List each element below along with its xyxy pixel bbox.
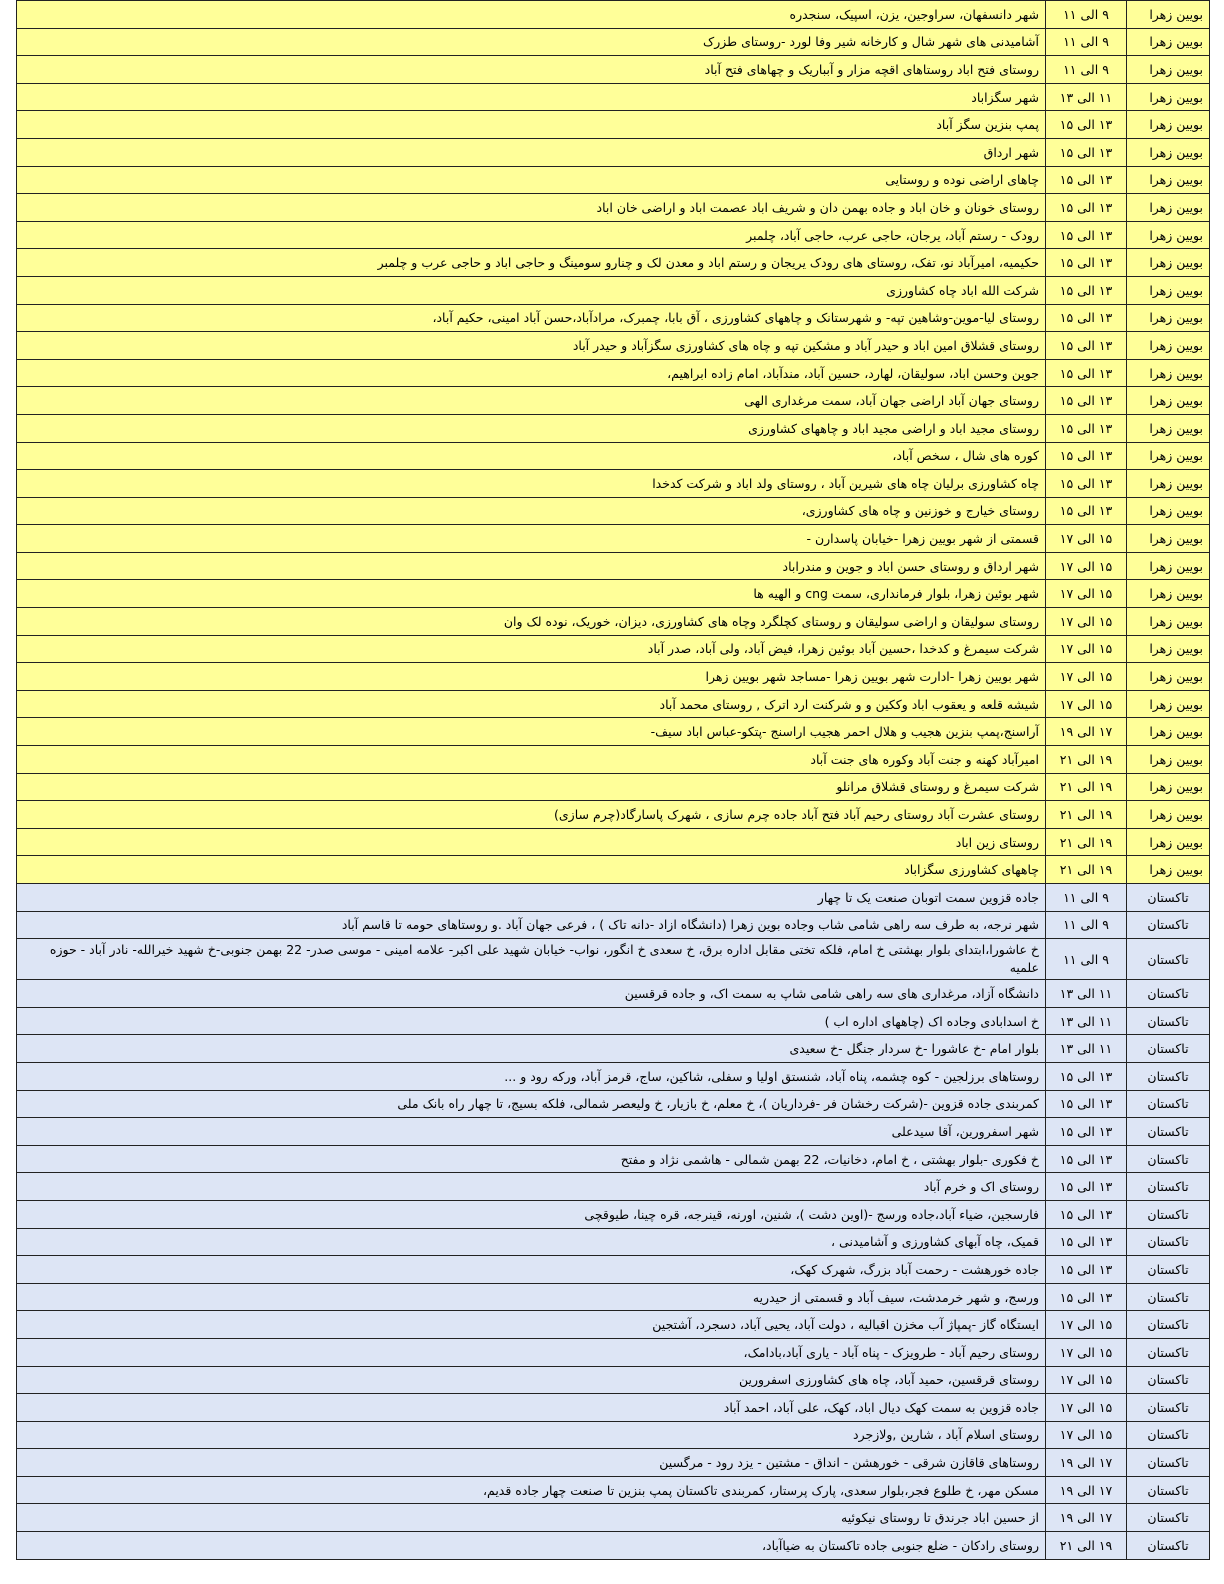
areas-cell: خ اسدابادی وجاده اک (چاههای اداره اب ): [17, 1007, 1046, 1035]
table-row: [17, 773, 1210, 801]
table-row: [17, 83, 1210, 111]
table-row: [17, 801, 1210, 829]
areas-cell: قسمتی از شهر بویین زهرا -خیابان پاسدارن -: [17, 525, 1046, 553]
time-cell: ۹ الی ۱۱: [1046, 28, 1127, 56]
areas-cell: روستای اسلام آباد ، شارین ,ولازجرد: [17, 1421, 1046, 1449]
time-cell: ۱۳ الی ۱۵: [1046, 166, 1127, 194]
time-cell: ۱۳ الی ۱۵: [1046, 387, 1127, 415]
table-row: [17, 497, 1210, 525]
time-cell: ۱۳ الی ۱۵: [1046, 1173, 1127, 1201]
areas-cell: روستای لیا-موین-وشاهین تپه- و شهرستانک و چاههای کشاورزی ، آق بابا، چمبرک، مرادآباد،حسن آباد امینی، حکیم آباد،: [17, 304, 1046, 332]
areas-cell: شهر اسفرورین، آقا سیدعلی: [17, 1118, 1046, 1146]
time-cell: ۹ الی ۱۱: [1046, 911, 1127, 939]
region-cell: تاکستان: [1127, 1118, 1210, 1146]
region-cell: بویین زهرا: [1127, 801, 1210, 829]
region-cell: تاکستان: [1127, 980, 1210, 1008]
region-cell: تاکستان: [1127, 1504, 1210, 1532]
areas-cell: روستای قرقسین، حمید آباد، چاه های کشاورزی اسفرورین: [17, 1366, 1046, 1394]
table-row: [17, 1366, 1210, 1394]
time-cell: ۱۵ الی ۱۷: [1046, 580, 1127, 608]
table-row: [17, 1504, 1210, 1532]
region-cell: بویین زهرا: [1127, 56, 1210, 84]
areas-cell: شرکت سیمرغ و کدخدا ،حسین آباد بوئین زهرا، فیض آباد، ولی آباد، صدر آباد: [17, 635, 1046, 663]
areas-cell: کوره های شال ، سخص آباد،: [17, 442, 1046, 470]
areas-cell: شهر بویین زهرا -ادارت شهر بویین زهرا -مساجد شهر بویین زهرا: [17, 663, 1046, 691]
time-cell: ۱۳ الی ۱۵: [1046, 249, 1127, 277]
table-row: [17, 1532, 1210, 1560]
region-cell: بویین زهرا: [1127, 663, 1210, 691]
region-cell: بویین زهرا: [1127, 83, 1210, 111]
table-row: [17, 1421, 1210, 1449]
table-row: [17, 718, 1210, 746]
region-cell: تاکستان: [1127, 1283, 1210, 1311]
areas-cell: جاده قزوین سمت اتوبان صنعت یک تا چهار: [17, 884, 1046, 912]
time-cell: ۱۵ الی ۱۷: [1046, 1394, 1127, 1422]
region-cell: بویین زهرا: [1127, 221, 1210, 249]
areas-cell: ایستگاه گاز -پمپاژ آب مخزن اقبالیه ، دولت آباد، یحیی آباد، دسجرد، آشتجین: [17, 1311, 1046, 1339]
table-row: [17, 828, 1210, 856]
time-cell: ۱۹ الی ۲۱: [1046, 746, 1127, 774]
region-cell: بویین زهرا: [1127, 470, 1210, 498]
time-cell: ۱۳ الی ۱۵: [1046, 1062, 1127, 1090]
region-cell: بویین زهرا: [1127, 332, 1210, 360]
time-cell: ۹ الی ۱۱: [1046, 1, 1127, 29]
region-cell: تاکستان: [1127, 1421, 1210, 1449]
time-cell: ۱۳ الی ۱۵: [1046, 497, 1127, 525]
table-row: [17, 1062, 1210, 1090]
region-cell: تاکستان: [1127, 1476, 1210, 1504]
time-cell: ۱۵ الی ۱۷: [1046, 663, 1127, 691]
region-cell: بویین زهرا: [1127, 1, 1210, 29]
region-cell: بویین زهرا: [1127, 359, 1210, 387]
time-cell: ۱۱ الی ۱۳: [1046, 1035, 1127, 1063]
time-cell: ۱۵ الی ۱۷: [1046, 1421, 1127, 1449]
time-cell: ۱۱ الی ۱۳: [1046, 83, 1127, 111]
region-cell: تاکستان: [1127, 1007, 1210, 1035]
table-row: [17, 939, 1210, 980]
table-row: [17, 1007, 1210, 1035]
areas-cell: شرکت الله اباد چاه کشاورزی: [17, 276, 1046, 304]
areas-cell: جاده قزوین به سمت کهک دیال اباد، کهک، علی آباد، احمد آباد: [17, 1394, 1046, 1422]
region-cell: تاکستان: [1127, 1173, 1210, 1201]
table-row: [17, 1118, 1210, 1146]
time-cell: ۱۳ الی ۱۵: [1046, 1283, 1127, 1311]
region-cell: بویین زهرا: [1127, 28, 1210, 56]
table-row: [17, 442, 1210, 470]
table-row: [17, 194, 1210, 222]
region-cell: بویین زهرا: [1127, 166, 1210, 194]
region-cell: تاکستان: [1127, 1256, 1210, 1284]
areas-cell: خ عاشورا،ابتدای بلوار بهشتی خ امام، فلکه تختی مقابل اداره برق، خ سعدی خ انگور، نواب- خیابان شهید علی اکبر- علامه امینی - موسی صدر- 22 بهمن جنوبی-خ شهید خیرالله- نادر آباد - حوزه علمیه: [17, 939, 1046, 980]
areas-cell: روستای اک و خرم آباد: [17, 1173, 1046, 1201]
table-row: [17, 856, 1210, 884]
region-cell: بویین زهرا: [1127, 194, 1210, 222]
areas-cell: روستای خیارج و خوزنین و چاه های کشاورزی،: [17, 497, 1046, 525]
time-cell: ۱۳ الی ۱۵: [1046, 332, 1127, 360]
time-cell: ۱۵ الی ۱۷: [1046, 552, 1127, 580]
table-row: [17, 1449, 1210, 1477]
region-cell: بویین زهرا: [1127, 442, 1210, 470]
areas-cell: روستاهای برزلجین - کوه چشمه، پناه آباد، شنستق اولیا و سفلی، شاکین، ساج، قرمز آباد، ورکه رود و ...: [17, 1062, 1046, 1090]
region-cell: تاکستان: [1127, 1200, 1210, 1228]
areas-cell: روستای رحیم آباد - طرویزک - پناه آباد - یاری آباد،بادامک،: [17, 1338, 1046, 1366]
region-cell: تاکستان: [1127, 1145, 1210, 1173]
areas-cell: جاده خورهشت - رحمت آباد بزرگ، شهرک کهک،: [17, 1256, 1046, 1284]
time-cell: ۱۷ الی ۱۹: [1046, 1504, 1127, 1532]
table-row: [17, 1, 1210, 29]
region-cell: بویین زهرا: [1127, 552, 1210, 580]
time-cell: ۱۵ الی ۱۷: [1046, 1311, 1127, 1339]
region-cell: تاکستان: [1127, 1035, 1210, 1063]
areas-cell: چاههای کشاورزی سگزاباد: [17, 856, 1046, 884]
areas-cell: رودک - رستم آباد، یرجان، حاجی عرب، حاجی آباد، چلمبر: [17, 221, 1046, 249]
region-cell: تاکستان: [1127, 1228, 1210, 1256]
time-cell: ۱۹ الی ۲۱: [1046, 773, 1127, 801]
areas-cell: روستای جهان آباد اراضی جهان آباد، سمت مرغداری الهی: [17, 387, 1046, 415]
areas-cell: شهر سگزاباد: [17, 83, 1046, 111]
table-row: [17, 111, 1210, 139]
region-cell: تاکستان: [1127, 1090, 1210, 1118]
time-cell: ۱۷ الی ۱۹: [1046, 1476, 1127, 1504]
outage-schedule-table: [16, 0, 1210, 1560]
areas-cell: مسکن مهر، خ طلوع فجر،بلوار سعدی، پارک پرستار، کمربندی تاکستان پمپ بنزین تا صنعت چهار جاده قدیم،: [17, 1476, 1046, 1504]
areas-cell: شهر ارداق و روستای حسن اباد و جوین و مندراباد: [17, 552, 1046, 580]
table-row: [17, 1228, 1210, 1256]
table-body: [17, 1, 1210, 1560]
region-cell: بویین زهرا: [1127, 138, 1210, 166]
areas-cell: آشامیدنی های شهر شال و کارخانه شیر وفا لورد -روستای طزرک: [17, 28, 1046, 56]
areas-cell: شهر ارداق: [17, 138, 1046, 166]
areas-cell: ورسج، و شهر خرمدشت، سیف آباد و قسمتی از حیدریه: [17, 1283, 1046, 1311]
areas-cell: پمپ بنزین سگز آباد: [17, 111, 1046, 139]
region-cell: بویین زهرا: [1127, 387, 1210, 415]
areas-cell: روستای مجید اباد و اراضی مجید اباد و چاههای کشاورزی: [17, 414, 1046, 442]
areas-cell: کمربندی جاده قزوین -(شرکت رخشان فر -فرداریان )، خ معلم، خ بازیار، خ ولیعصر شمالی، فلکه بسیج، تا چهار راه بانک ملی: [17, 1090, 1046, 1118]
time-cell: ۹ الی ۱۱: [1046, 56, 1127, 84]
time-cell: ۱۹ الی ۲۱: [1046, 828, 1127, 856]
region-cell: بویین زهرا: [1127, 718, 1210, 746]
table-row: [17, 1090, 1210, 1118]
region-cell: بویین زهرا: [1127, 856, 1210, 884]
table-row: [17, 414, 1210, 442]
areas-cell: روستای فتح اباد روستاهای اقچه مزار و آبباریک و چهاهای فتح آباد: [17, 56, 1046, 84]
table-row: [17, 166, 1210, 194]
region-cell: بویین زهرا: [1127, 249, 1210, 277]
table-row: [17, 525, 1210, 553]
areas-cell: از حسین اباد جرندق تا روستای نیکوئیه: [17, 1504, 1046, 1532]
areas-cell: روستای قشلاق امین اباد و حیدر آباد و مشکین تپه و چاه های کشاورزی سگزآباد و حیدر آباد: [17, 332, 1046, 360]
areas-cell: خ فکوری -بلوار بهشتی ، خ امام، دخانیات، 22 بهمن شمالی - هاشمی نژاد و مفتح: [17, 1145, 1046, 1173]
region-cell: تاکستان: [1127, 1062, 1210, 1090]
table-row: [17, 1256, 1210, 1284]
table-row: [17, 387, 1210, 415]
table-row: [17, 1035, 1210, 1063]
time-cell: ۱۳ الی ۱۵: [1046, 1228, 1127, 1256]
areas-cell: چاه کشاورزی برلیان چاه های شیرین آباد ، روستای ولد اباد و شرکت کدخدا: [17, 470, 1046, 498]
time-cell: ۱۵ الی ۱۷: [1046, 635, 1127, 663]
areas-cell: شرکت سیمرغ و روستای قشلاق مرانلو: [17, 773, 1046, 801]
time-cell: ۱۱ الی ۱۳: [1046, 980, 1127, 1008]
region-cell: بویین زهرا: [1127, 608, 1210, 636]
time-cell: ۱۷ الی ۱۹: [1046, 1449, 1127, 1477]
table-row: [17, 1476, 1210, 1504]
region-cell: تاکستان: [1127, 911, 1210, 939]
areas-cell: دانشگاه آزاد، مرغداری های سه راهی شامی شاپ به سمت اک، و جاده قرقسین: [17, 980, 1046, 1008]
table-row: [17, 1145, 1210, 1173]
time-cell: ۱۳ الی ۱۵: [1046, 194, 1127, 222]
table-row: [17, 608, 1210, 636]
time-cell: ۱۷ الی ۱۹: [1046, 718, 1127, 746]
table-row: [17, 138, 1210, 166]
areas-cell: امیرآباد کهنه و جنت آباد وکوره های جنت آباد: [17, 746, 1046, 774]
table-row: [17, 276, 1210, 304]
table-row: [17, 1283, 1210, 1311]
region-cell: تاکستان: [1127, 1394, 1210, 1422]
time-cell: ۱۳ الی ۱۵: [1046, 1090, 1127, 1118]
table-row: [17, 221, 1210, 249]
table-row: [17, 663, 1210, 691]
time-cell: ۱۹ الی ۲۱: [1046, 1532, 1127, 1560]
time-cell: ۱۳ الی ۱۵: [1046, 1200, 1127, 1228]
areas-cell: آراسنج،پمپ بنزین هجیب و هلال احمر هجیب اراسنج -پتکو-عباس اباد سیف-: [17, 718, 1046, 746]
time-cell: ۱۱ الی ۱۳: [1046, 1007, 1127, 1035]
time-cell: ۱۹ الی ۲۱: [1046, 801, 1127, 829]
region-cell: بویین زهرا: [1127, 690, 1210, 718]
time-cell: ۹ الی ۱۱: [1046, 884, 1127, 912]
region-cell: تاکستان: [1127, 1532, 1210, 1560]
areas-cell: شهر دانسفهان، سراوجین، یزن، اسپیک، سنجدره: [17, 1, 1046, 29]
region-cell: بویین زهرا: [1127, 828, 1210, 856]
region-cell: تاکستان: [1127, 1366, 1210, 1394]
table-row: [17, 552, 1210, 580]
areas-cell: حکیمیه، امیرآباد نو، تفک، روستای های رودک یریجان و رستم اباد و معدن لک و چنارو سومینگ و حاجی اباد و حاجی عرب و چلمبر: [17, 249, 1046, 277]
time-cell: ۱۹ الی ۲۱: [1046, 856, 1127, 884]
table-row: [17, 1338, 1210, 1366]
table-row: [17, 1311, 1210, 1339]
time-cell: ۱۳ الی ۱۵: [1046, 1145, 1127, 1173]
areas-cell: روستای عشرت آباد روستای رحیم آباد فتح آباد جاده چرم سازی ، شهرک پاسارگاد(چرم سازی): [17, 801, 1046, 829]
outage-schedule-sheet: [16, 0, 1210, 1560]
areas-cell: شیشه قلعه و یعقوب اباد وککین و و شرکنت ارد اترک , روستای محمد آباد: [17, 690, 1046, 718]
time-cell: ۱۳ الی ۱۵: [1046, 111, 1127, 139]
region-cell: بویین زهرا: [1127, 635, 1210, 663]
table-row: [17, 332, 1210, 360]
areas-cell: روستای سولیقان و اراضی سولیقان و روستای کچلگرد وچاه های کشاورزی، دیزان، خوریک، نوده لک وان: [17, 608, 1046, 636]
table-row: [17, 980, 1210, 1008]
table-row: [17, 304, 1210, 332]
region-cell: تاکستان: [1127, 939, 1210, 980]
region-cell: بویین زهرا: [1127, 746, 1210, 774]
region-cell: بویین زهرا: [1127, 414, 1210, 442]
areas-cell: شهر نرجه، به طرف سه راهی شامی شاب وجاده بوین زهرا (دانشگاه ازاد -دانه تاک ) ، فرعی جهان آباد .و روستاهای حومه تا قاسم آباد: [17, 911, 1046, 939]
region-cell: بویین زهرا: [1127, 111, 1210, 139]
time-cell: ۱۳ الی ۱۵: [1046, 221, 1127, 249]
areas-cell: بلوار امام -خ عاشورا -خ سردار جنگل -خ سعیدی: [17, 1035, 1046, 1063]
areas-cell: روستای خونان و خان اباد و جاده بهمن دان و شریف اباد عصمت اباد و اراضی خان اباد: [17, 194, 1046, 222]
table-row: [17, 911, 1210, 939]
region-cell: بویین زهرا: [1127, 304, 1210, 332]
time-cell: ۹ الی ۱۱: [1046, 939, 1127, 980]
table-row: [17, 56, 1210, 84]
areas-cell: روستاهای قاقازن شرقی - خورهشن - انداق - مشتین - یزد رود - مرگسین: [17, 1449, 1046, 1477]
time-cell: ۱۳ الی ۱۵: [1046, 138, 1127, 166]
region-cell: تاکستان: [1127, 1311, 1210, 1339]
areas-cell: چاهای اراضی نوده و روستایی: [17, 166, 1046, 194]
time-cell: ۱۳ الی ۱۵: [1046, 359, 1127, 387]
time-cell: ۱۵ الی ۱۷: [1046, 690, 1127, 718]
table-row: [17, 249, 1210, 277]
region-cell: بویین زهرا: [1127, 773, 1210, 801]
time-cell: ۱۳ الی ۱۵: [1046, 414, 1127, 442]
region-cell: بویین زهرا: [1127, 525, 1210, 553]
region-cell: بویین زهرا: [1127, 580, 1210, 608]
time-cell: ۱۳ الی ۱۵: [1046, 304, 1127, 332]
table-row: [17, 580, 1210, 608]
areas-cell: جوین وحسن اباد، سولیقان، لهارد، حسین آباد، مندآباد، امام زاده ابراهیم،: [17, 359, 1046, 387]
areas-cell: روستای رادکان - ضلع جنوبی جاده تاکستان به ضیاآباد،: [17, 1532, 1046, 1560]
time-cell: ۱۳ الی ۱۵: [1046, 470, 1127, 498]
table-row: [17, 359, 1210, 387]
region-cell: تاکستان: [1127, 1449, 1210, 1477]
time-cell: ۱۵ الی ۱۷: [1046, 1338, 1127, 1366]
areas-cell: روستای زین اباد: [17, 828, 1046, 856]
table-row: [17, 1200, 1210, 1228]
time-cell: ۱۳ الی ۱۵: [1046, 442, 1127, 470]
table-row: [17, 470, 1210, 498]
table-row: [17, 884, 1210, 912]
time-cell: ۱۵ الی ۱۷: [1046, 525, 1127, 553]
table-row: [17, 635, 1210, 663]
areas-cell: فارسجین، ضیاء آباد،جاده ورسج -(اوین دشت )، شنین، اورنه، قینرجه، قره چینا، طیوقچی: [17, 1200, 1046, 1228]
table-row: [17, 28, 1210, 56]
region-cell: بویین زهرا: [1127, 497, 1210, 525]
region-cell: تاکستان: [1127, 884, 1210, 912]
areas-cell: قمیک، چاه آبهای کشاورزی و آشامیدنی ،: [17, 1228, 1046, 1256]
time-cell: ۱۵ الی ۱۷: [1046, 1366, 1127, 1394]
table-row: [17, 746, 1210, 774]
time-cell: ۱۳ الی ۱۵: [1046, 1256, 1127, 1284]
table-row: [17, 1394, 1210, 1422]
table-row: [17, 690, 1210, 718]
table-row: [17, 1173, 1210, 1201]
time-cell: ۱۵ الی ۱۷: [1046, 608, 1127, 636]
areas-cell: شهر بوئین زهرا، بلوار فرمانداری، سمت cng و الهیه ها: [17, 580, 1046, 608]
region-cell: تاکستان: [1127, 1338, 1210, 1366]
time-cell: ۱۳ الی ۱۵: [1046, 276, 1127, 304]
region-cell: بویین زهرا: [1127, 276, 1210, 304]
time-cell: ۱۳ الی ۱۵: [1046, 1118, 1127, 1146]
